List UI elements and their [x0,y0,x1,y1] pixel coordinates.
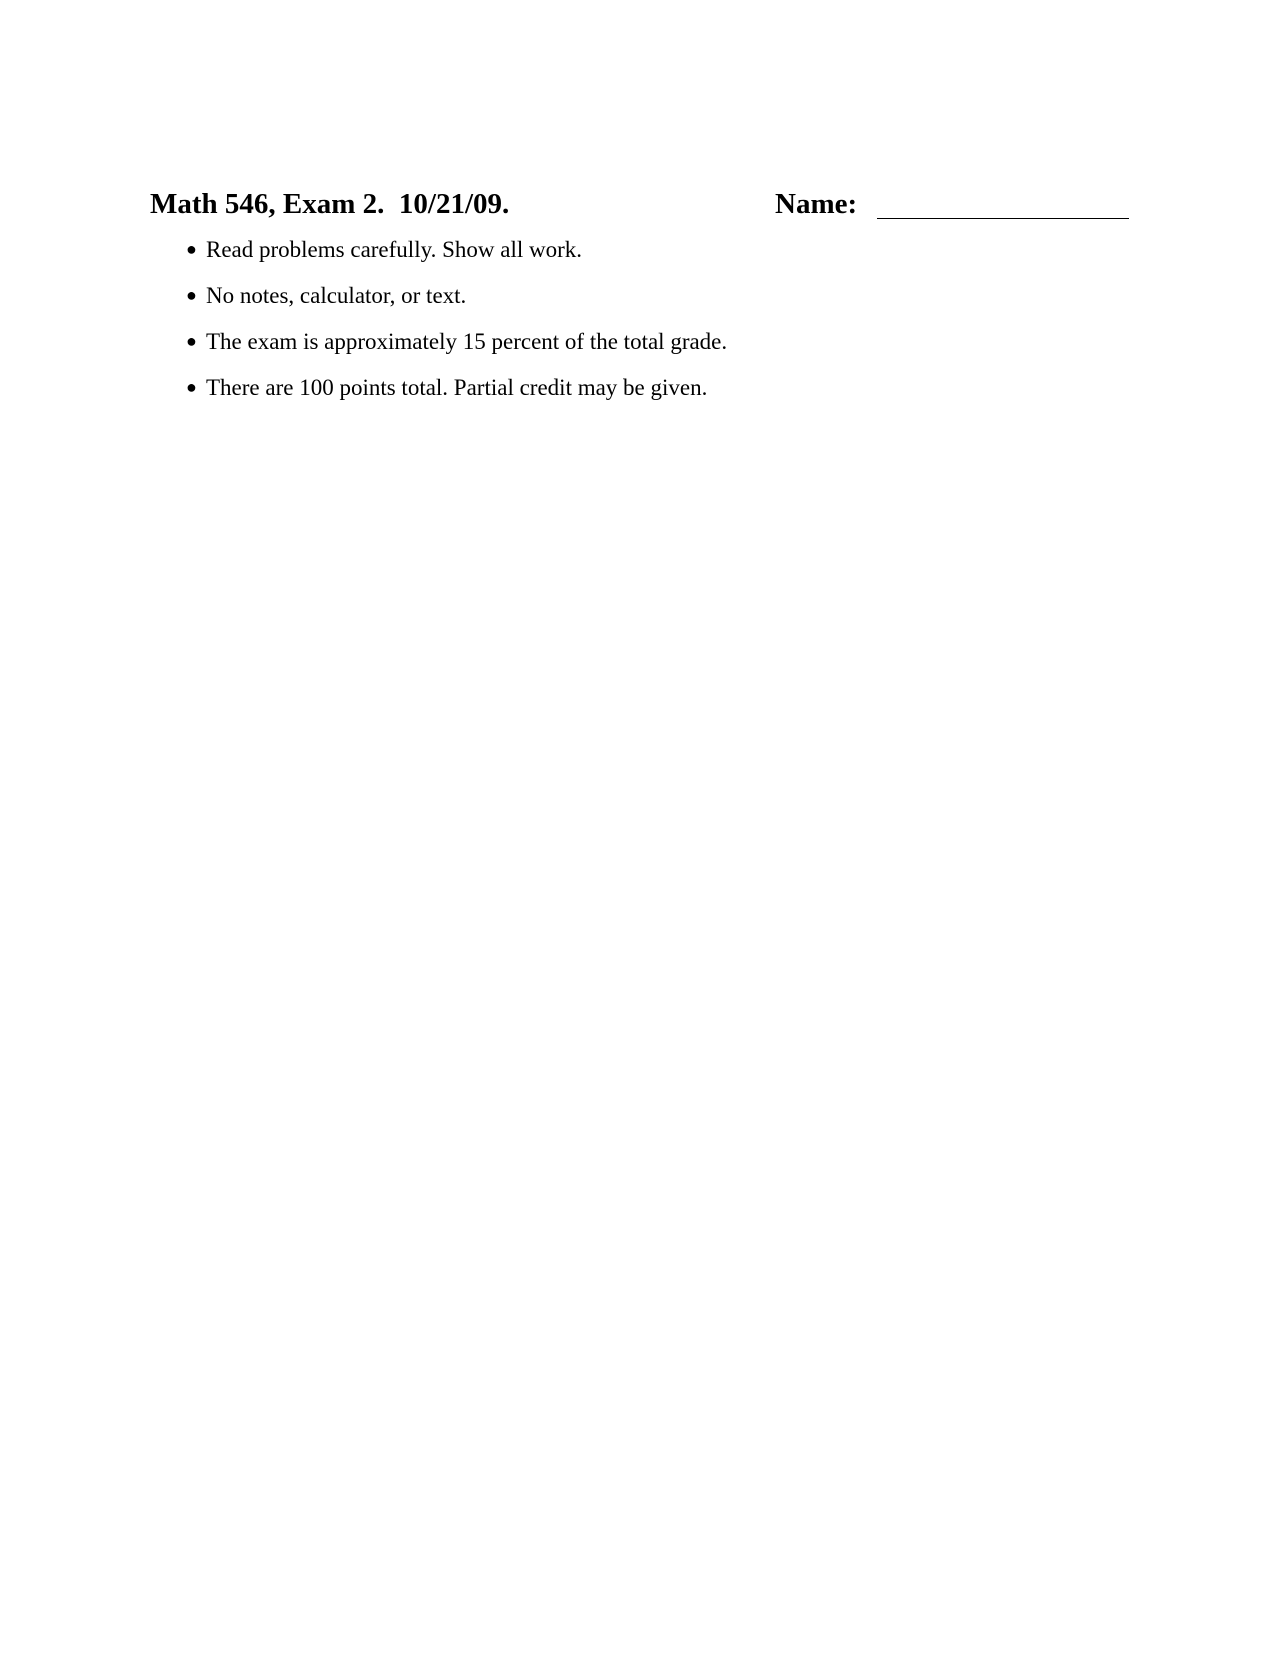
name-label: Name: [775,188,858,220]
bullet-icon: ● [186,377,197,397]
instruction-item [186,376,727,422]
instruction-text: No notes, calculator, or text. [206,283,467,308]
instructions-list [186,238,727,422]
bullet-icon: ● [186,239,197,259]
bullet-icon: ● [186,331,197,351]
instruction-item [186,330,727,376]
instruction-item [186,284,727,330]
exam-title: Math 546, Exam 2. 10/21/09. [150,188,510,220]
instruction-text: There are 100 points total. Partial credit may be given. [206,375,708,400]
instruction-text: The exam is approximately 15 percent of the total grade. [206,329,728,354]
instruction-text: Read problems carefully. Show all work. [206,237,582,262]
name-blank-line [877,218,1129,219]
instruction-item [186,238,727,284]
bullet-icon: ● [186,285,197,305]
